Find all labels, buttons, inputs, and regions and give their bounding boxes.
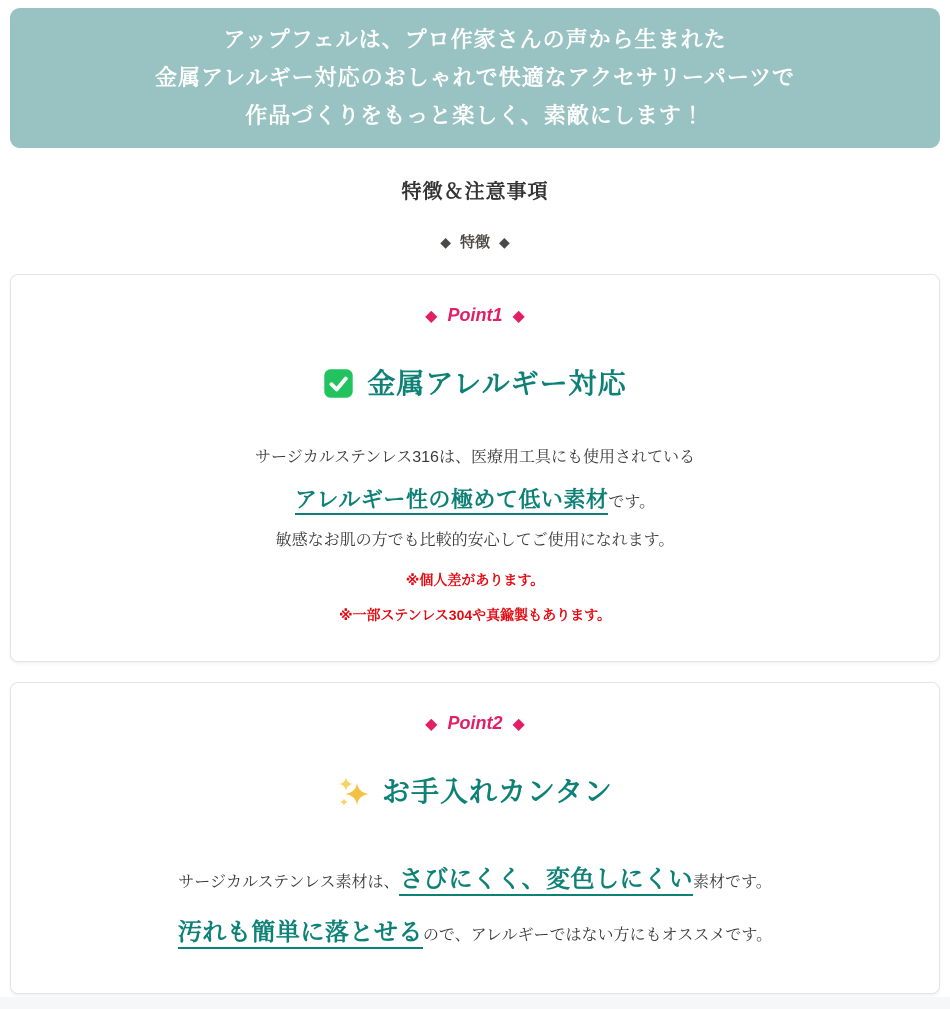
banner-line-1: アップフェルは、プロ作家さんの声から生まれた	[223, 27, 727, 52]
point2-title: お手入れカンタン	[382, 775, 613, 807]
section-subtitle-label: 特徴	[459, 234, 490, 251]
banner-line-3: 作品づくりをもっと楽しく、素敵にします！	[245, 103, 705, 128]
point1-note1: ※個人差があります。	[405, 572, 545, 589]
point2-line1	[31, 862, 919, 898]
diamond-icon: ◆	[512, 308, 525, 325]
point2-card	[10, 682, 940, 994]
point2-line2-highlight: 汚れも簡単に落とせる	[178, 919, 423, 949]
diamond-icon: ◆	[425, 716, 438, 734]
point1-note2: ※一部ステンレス304や真鍮製もあります。	[338, 607, 612, 624]
point2-title-row	[31, 775, 919, 809]
point1-title-row	[31, 367, 919, 401]
point2-line1-highlight: さびにくく、変色しにくい	[399, 866, 693, 896]
point1-label: Point1	[447, 305, 503, 325]
point1-card	[10, 274, 940, 662]
point1-badge	[31, 305, 919, 327]
page-bottom-strip	[0, 997, 950, 1009]
point1-highlight-line	[31, 483, 919, 516]
diamond-icon: ◆	[499, 234, 510, 250]
intro-banner	[10, 8, 940, 148]
point1-highlight: アレルギー性の極めて低い素材	[295, 487, 609, 515]
point2-line2	[31, 915, 919, 951]
banner-line-2: 金属アレルギー対応のおしゃれで快適なアクセサリーパーツで	[155, 65, 795, 90]
point1-title: 金属アレルギー対応	[367, 367, 627, 399]
point2-badge	[31, 713, 919, 735]
point2-line2-after: ので、アレルギーではない方にもオススメです。	[422, 927, 773, 945]
point1-line2: 敏感なお肌の方でも比較的安心してご使用になれます。	[275, 532, 675, 550]
check-icon	[323, 368, 354, 399]
diamond-icon: ◆	[512, 716, 525, 734]
point1-line1: サージカルステンレス316は、医療用工具にも使用されている	[255, 449, 695, 467]
sparkles-icon	[337, 776, 369, 808]
point2-label: Point2	[447, 713, 503, 734]
section-subtitle	[0, 231, 950, 252]
diamond-icon: ◆	[440, 234, 451, 250]
point2-line1-before: サージカルステンレス素材は、	[178, 874, 400, 892]
diamond-icon: ◆	[425, 308, 438, 325]
point1-highlight-suffix: です。	[608, 494, 656, 512]
section-title: 特徴＆注意事項	[401, 181, 549, 203]
point2-line1-after: 素材です。	[693, 874, 772, 892]
